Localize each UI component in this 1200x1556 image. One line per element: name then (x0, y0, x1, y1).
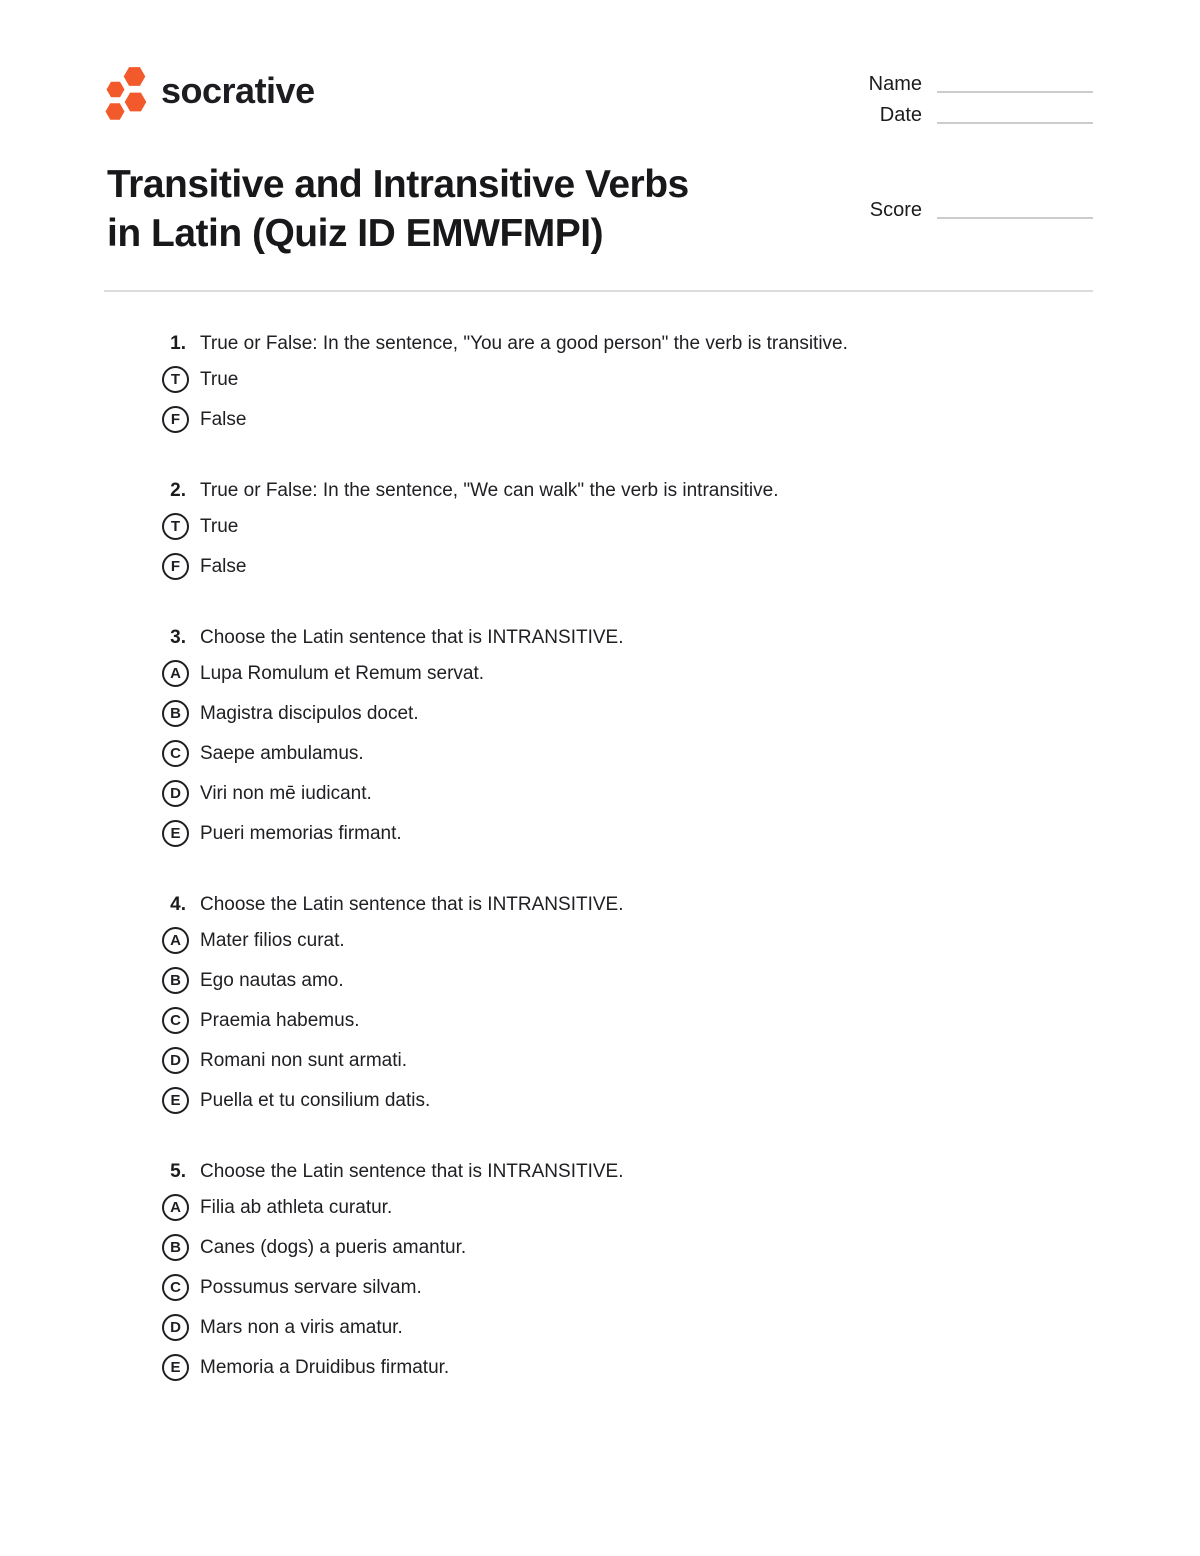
option-label: False (200, 408, 247, 430)
socrative-hexagons-icon (103, 64, 150, 121)
question-number: 5. (170, 1161, 186, 1182)
option-letter: D (170, 785, 181, 802)
option-letter: D (170, 1052, 181, 1069)
options-list (160, 927, 1100, 1114)
option-bubble[interactable] (162, 660, 189, 687)
question-block (160, 626, 1100, 847)
name-field (866, 72, 1093, 96)
question-number: 2. (170, 480, 186, 501)
option-label: Ego nautas amo. (200, 969, 344, 991)
name-label: Name (868, 73, 922, 95)
option-label: Lupa Romulum et Remum servat. (200, 662, 485, 684)
header-divider (104, 290, 1093, 292)
date-field (866, 103, 1093, 127)
option-letter: T (170, 371, 181, 388)
option-bubble[interactable] (162, 780, 189, 807)
option-row[interactable] (160, 1087, 1100, 1114)
option-letter: E (170, 825, 181, 842)
option-label: False (200, 555, 247, 577)
questions-list (160, 332, 1100, 1427)
option-letter: D (170, 1319, 181, 1336)
quiz-title-line-1: Transitive and Intransitive Verbs (107, 163, 689, 206)
option-row[interactable] (160, 513, 1100, 540)
option-letter: E (170, 1359, 181, 1376)
quiz-title (107, 160, 887, 258)
option-bubble[interactable] (162, 406, 189, 433)
option-bubble[interactable] (162, 366, 189, 393)
option-label: True (200, 368, 239, 390)
question-number: 1. (170, 333, 186, 354)
date-blank-line (937, 122, 1093, 124)
option-bubble[interactable] (162, 700, 189, 727)
score-field (866, 198, 1093, 222)
option-row[interactable] (160, 1354, 1100, 1381)
question-head (160, 893, 1100, 917)
option-row[interactable] (160, 1274, 1100, 1301)
option-row[interactable] (160, 967, 1100, 994)
option-letter: C (170, 745, 181, 762)
question-text: Choose the Latin sentence that is INTRANSITIVE. (200, 894, 624, 915)
question-head (160, 479, 1100, 503)
option-bubble[interactable] (162, 553, 189, 580)
option-letter: B (170, 972, 181, 989)
score-blank-line (937, 217, 1093, 219)
options-list (160, 1194, 1100, 1381)
option-bubble[interactable] (162, 1234, 189, 1261)
option-label: Viri non mē iudicant. (200, 782, 372, 804)
option-letter: C (170, 1012, 181, 1029)
date-label: Date (879, 104, 922, 126)
option-bubble[interactable] (162, 1274, 189, 1301)
option-bubble[interactable] (162, 1007, 189, 1034)
option-letter: B (170, 705, 181, 722)
options-list (160, 366, 1100, 433)
option-row[interactable] (160, 553, 1100, 580)
option-label: Praemia habemus. (200, 1009, 360, 1031)
option-label: Pueri memorias firmant. (200, 822, 402, 844)
question-text: True or False: In the sentence, "We can walk" the verb is intransitive. (200, 480, 779, 501)
option-row[interactable] (160, 366, 1100, 393)
option-row[interactable] (160, 700, 1100, 727)
option-row[interactable] (160, 927, 1100, 954)
option-letter: T (170, 518, 181, 535)
option-letter: B (170, 1239, 181, 1256)
option-label: Magistra discipulos docet. (200, 702, 419, 724)
option-letter: F (170, 558, 181, 575)
question-head (160, 332, 1100, 356)
logo-wordmark: socrative (161, 69, 315, 111)
option-label: Filia ab athleta curatur. (200, 1196, 393, 1218)
option-bubble[interactable] (162, 927, 189, 954)
option-label: Memoria a Druidibus firmatur. (200, 1356, 450, 1378)
question-text: Choose the Latin sentence that is INTRANSITIVE. (200, 1161, 624, 1182)
option-letter: A (170, 932, 181, 949)
question-head (160, 1160, 1100, 1184)
option-label: Mars non a viris amatur. (200, 1316, 403, 1338)
option-label: Saepe ambulamus. (200, 742, 364, 764)
question-text: True or False: In the sentence, "You are a good person" the verb is transitive. (200, 333, 848, 354)
option-row[interactable] (160, 820, 1100, 847)
option-bubble[interactable] (162, 513, 189, 540)
options-list (160, 513, 1100, 580)
option-bubble[interactable] (162, 1194, 189, 1221)
student-fields (866, 72, 1093, 134)
question-block (160, 893, 1100, 1114)
option-row[interactable] (160, 1314, 1100, 1341)
option-label: Puella et tu consilium datis. (200, 1089, 431, 1111)
option-label: Mater filios curat. (200, 929, 345, 951)
option-bubble[interactable] (162, 820, 189, 847)
question-block (160, 332, 1100, 433)
option-bubble[interactable] (162, 1314, 189, 1341)
options-list (160, 660, 1100, 847)
option-bubble[interactable] (162, 1087, 189, 1114)
quiz-title-line-2: in Latin (Quiz ID EMWFMPI) (107, 212, 604, 255)
option-row[interactable] (160, 740, 1100, 767)
option-letter: A (170, 1199, 181, 1216)
question-text: Choose the Latin sentence that is INTRANSITIVE. (200, 627, 624, 648)
option-bubble[interactable] (162, 740, 189, 767)
option-row[interactable] (160, 1007, 1100, 1034)
option-row[interactable] (160, 1194, 1100, 1221)
option-row[interactable] (160, 1047, 1100, 1074)
question-number: 3. (170, 627, 186, 648)
question-block (160, 1160, 1100, 1381)
option-row[interactable] (160, 1234, 1100, 1261)
option-label: Romani non sunt armati. (200, 1049, 407, 1071)
option-letter: F (170, 411, 181, 428)
option-label: True (200, 515, 239, 537)
option-row[interactable] (160, 780, 1100, 807)
question-head (160, 626, 1100, 650)
option-bubble[interactable] (162, 1047, 189, 1074)
option-label: Canes (dogs) a pueris amantur. (200, 1236, 467, 1258)
score-label: Score (869, 199, 922, 221)
option-label: Possumus servare silvam. (200, 1276, 422, 1298)
question-block (160, 479, 1100, 580)
option-bubble[interactable] (162, 1354, 189, 1381)
question-number: 4. (170, 894, 186, 915)
name-blank-line (937, 91, 1093, 93)
option-row[interactable] (160, 660, 1100, 687)
option-bubble[interactable] (162, 967, 189, 994)
option-row[interactable] (160, 406, 1100, 433)
option-letter: A (170, 665, 181, 682)
option-letter: C (170, 1279, 181, 1296)
option-letter: E (170, 1092, 181, 1109)
socrative-logo (103, 64, 315, 121)
